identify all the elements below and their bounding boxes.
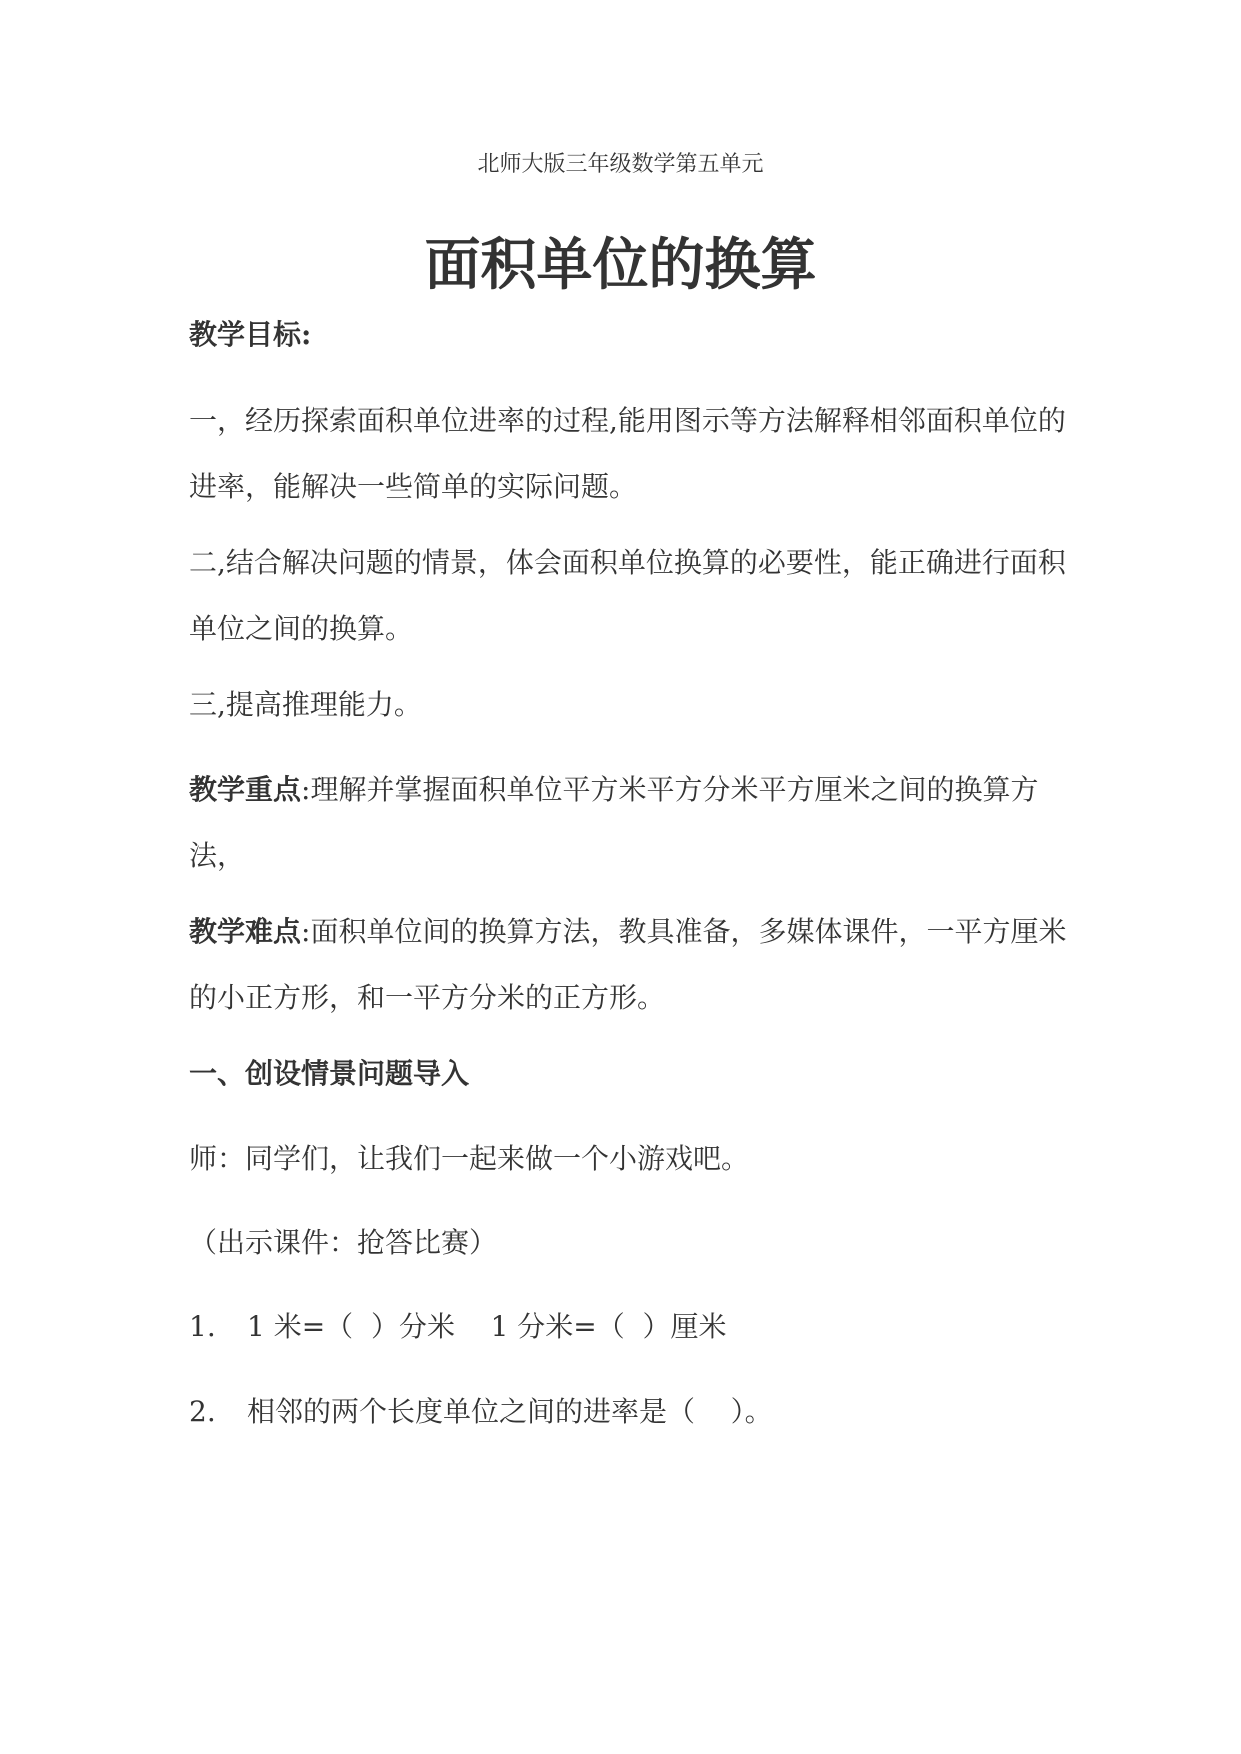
question-1-text: 1 米=（ ）分米 1 分米=（ ）厘米 (247, 1310, 727, 1343)
goal-item-1: 一，经历探索面积单位进率的过程,能用图示等方法解释相邻面积单位的进率，能解决一些简单的实际问题。 (189, 404, 1066, 503)
question-2 (189, 1379, 1069, 1445)
difficulty-text: :面积单位间的换算方法，教具准备，多媒体课件，一平方厘米的小正方形，和一平方分米的正方形。 (189, 915, 1067, 1014)
question-1 (189, 1294, 1069, 1360)
key-point-text: :理解并掌握面积单位平方米平方分米平方厘米之间的换算方法， (189, 773, 1039, 872)
document-subtitle: 北师大版三年级数学第五单元 (477, 152, 764, 177)
goal-item-3: 三,提高推理能力。 (189, 688, 422, 721)
courseware-note: （出示课件：抢答比赛） (189, 1226, 498, 1259)
question-2-number: 2. (189, 1395, 216, 1428)
key-point-label: 教学重点 (189, 773, 302, 806)
difficulty-label: 教学难点 (189, 915, 302, 948)
teacher-line: 师：同学们，让我们一起来做一个小游戏吧。 (189, 1142, 750, 1175)
question-1-number: 1. (189, 1310, 216, 1343)
key-point-paragraph (189, 757, 1069, 889)
section1-heading: 一、创设情景问题导入 (189, 1057, 470, 1090)
document-title: 面积单位的换算 (424, 232, 817, 298)
goal-item-2: 二,结合解决问题的情景，体会面积单位换算的必要性，能正确进行面积单位之间的换算。 (189, 546, 1066, 645)
question-2-text: 相邻的两个长度单位之间的进率是（ ）。 (247, 1395, 773, 1428)
goals-heading: 教学目标: (189, 318, 312, 351)
difficulty-paragraph (189, 899, 1069, 1031)
